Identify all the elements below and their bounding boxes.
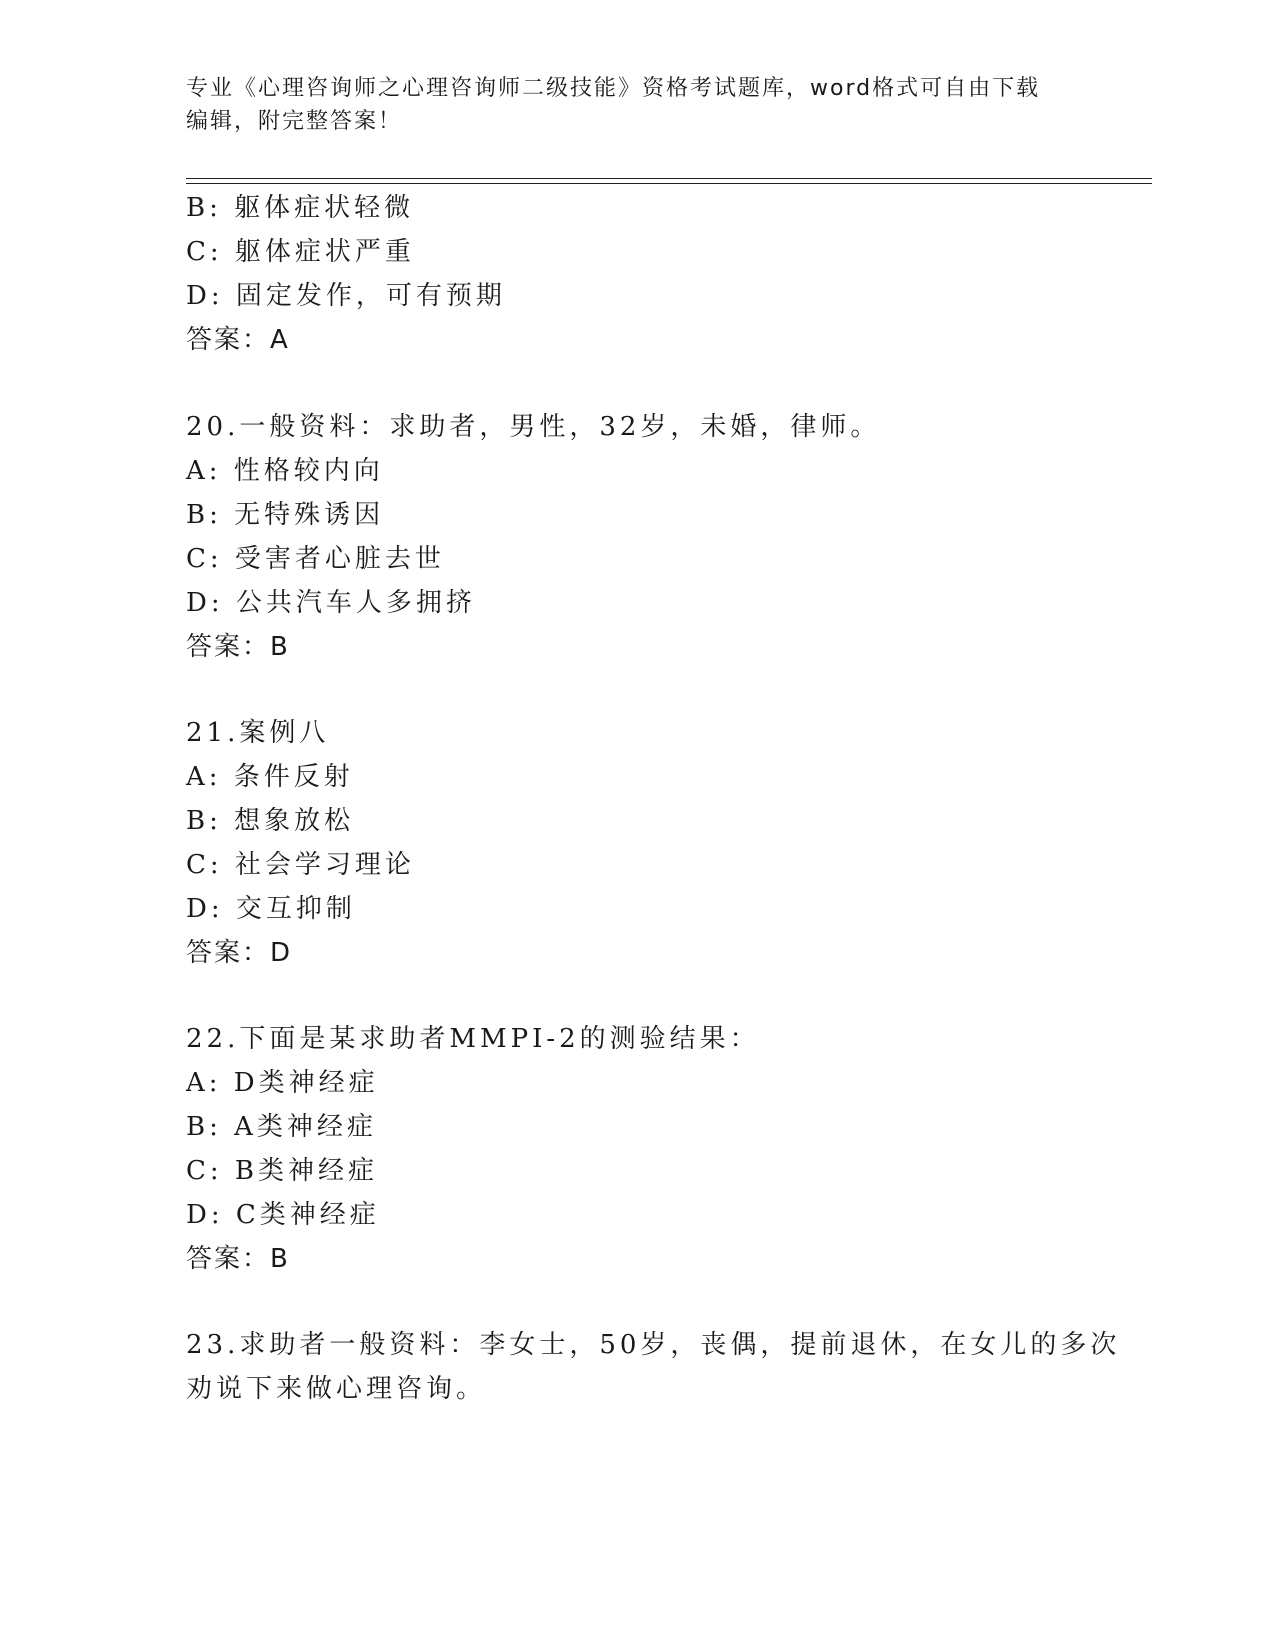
option-b: B: A类神经症 [186,1112,377,1142]
question-stem-21: 21.案例八 [186,718,330,748]
option-b: B: 无特殊诱因 [186,500,385,530]
answer-line: 答案：B [186,632,290,662]
option-b: B: 想象放松 [186,806,355,836]
question-stem-23-continued: 劝说下来做心理咨询。 [186,1374,487,1404]
option-d: D: 公共汽车人多拥挤 [186,588,476,618]
option-c: C: 社会学习理论 [186,850,415,880]
option-d: D: C类神经症 [186,1200,380,1230]
document-header [186,72,1086,138]
header-double-rule [186,178,1152,184]
option-d: D: 固定发作，可有预期 [186,281,506,311]
answer-line: 答案：D [186,938,293,968]
option-b: B: 躯体症状轻微 [186,193,415,223]
question-stem-22: 22.下面是某求助者MMPI-2的测验结果： [186,1024,760,1054]
option-c: C: 躯体症状严重 [186,237,415,267]
option-a: A: 性格较内向 [186,456,384,486]
answer-line: 答案：A [186,325,290,355]
question-stem-20: 20.一般资料：求助者，男性，32岁，未婚，律师。 [186,412,881,442]
option-c: C: 受害者心脏去世 [186,544,445,574]
header-line-1: 专业《心理咨询师之心理咨询师二级技能》资格考试题库，word格式可自由下载 [186,76,1041,101]
option-c: C: B类神经症 [186,1156,379,1186]
option-a: A: D类神经症 [186,1068,379,1098]
option-a: A: 条件反射 [186,762,354,792]
question-stem-23: 23.求助者一般资料：李女士，50岁，丧偶，提前退休，在女儿的多次 [186,1330,1121,1360]
header-line-2: 编辑，附完整答案！ [186,109,403,134]
option-d: D: 交互抑制 [186,894,356,924]
answer-line: 答案：B [186,1244,290,1274]
